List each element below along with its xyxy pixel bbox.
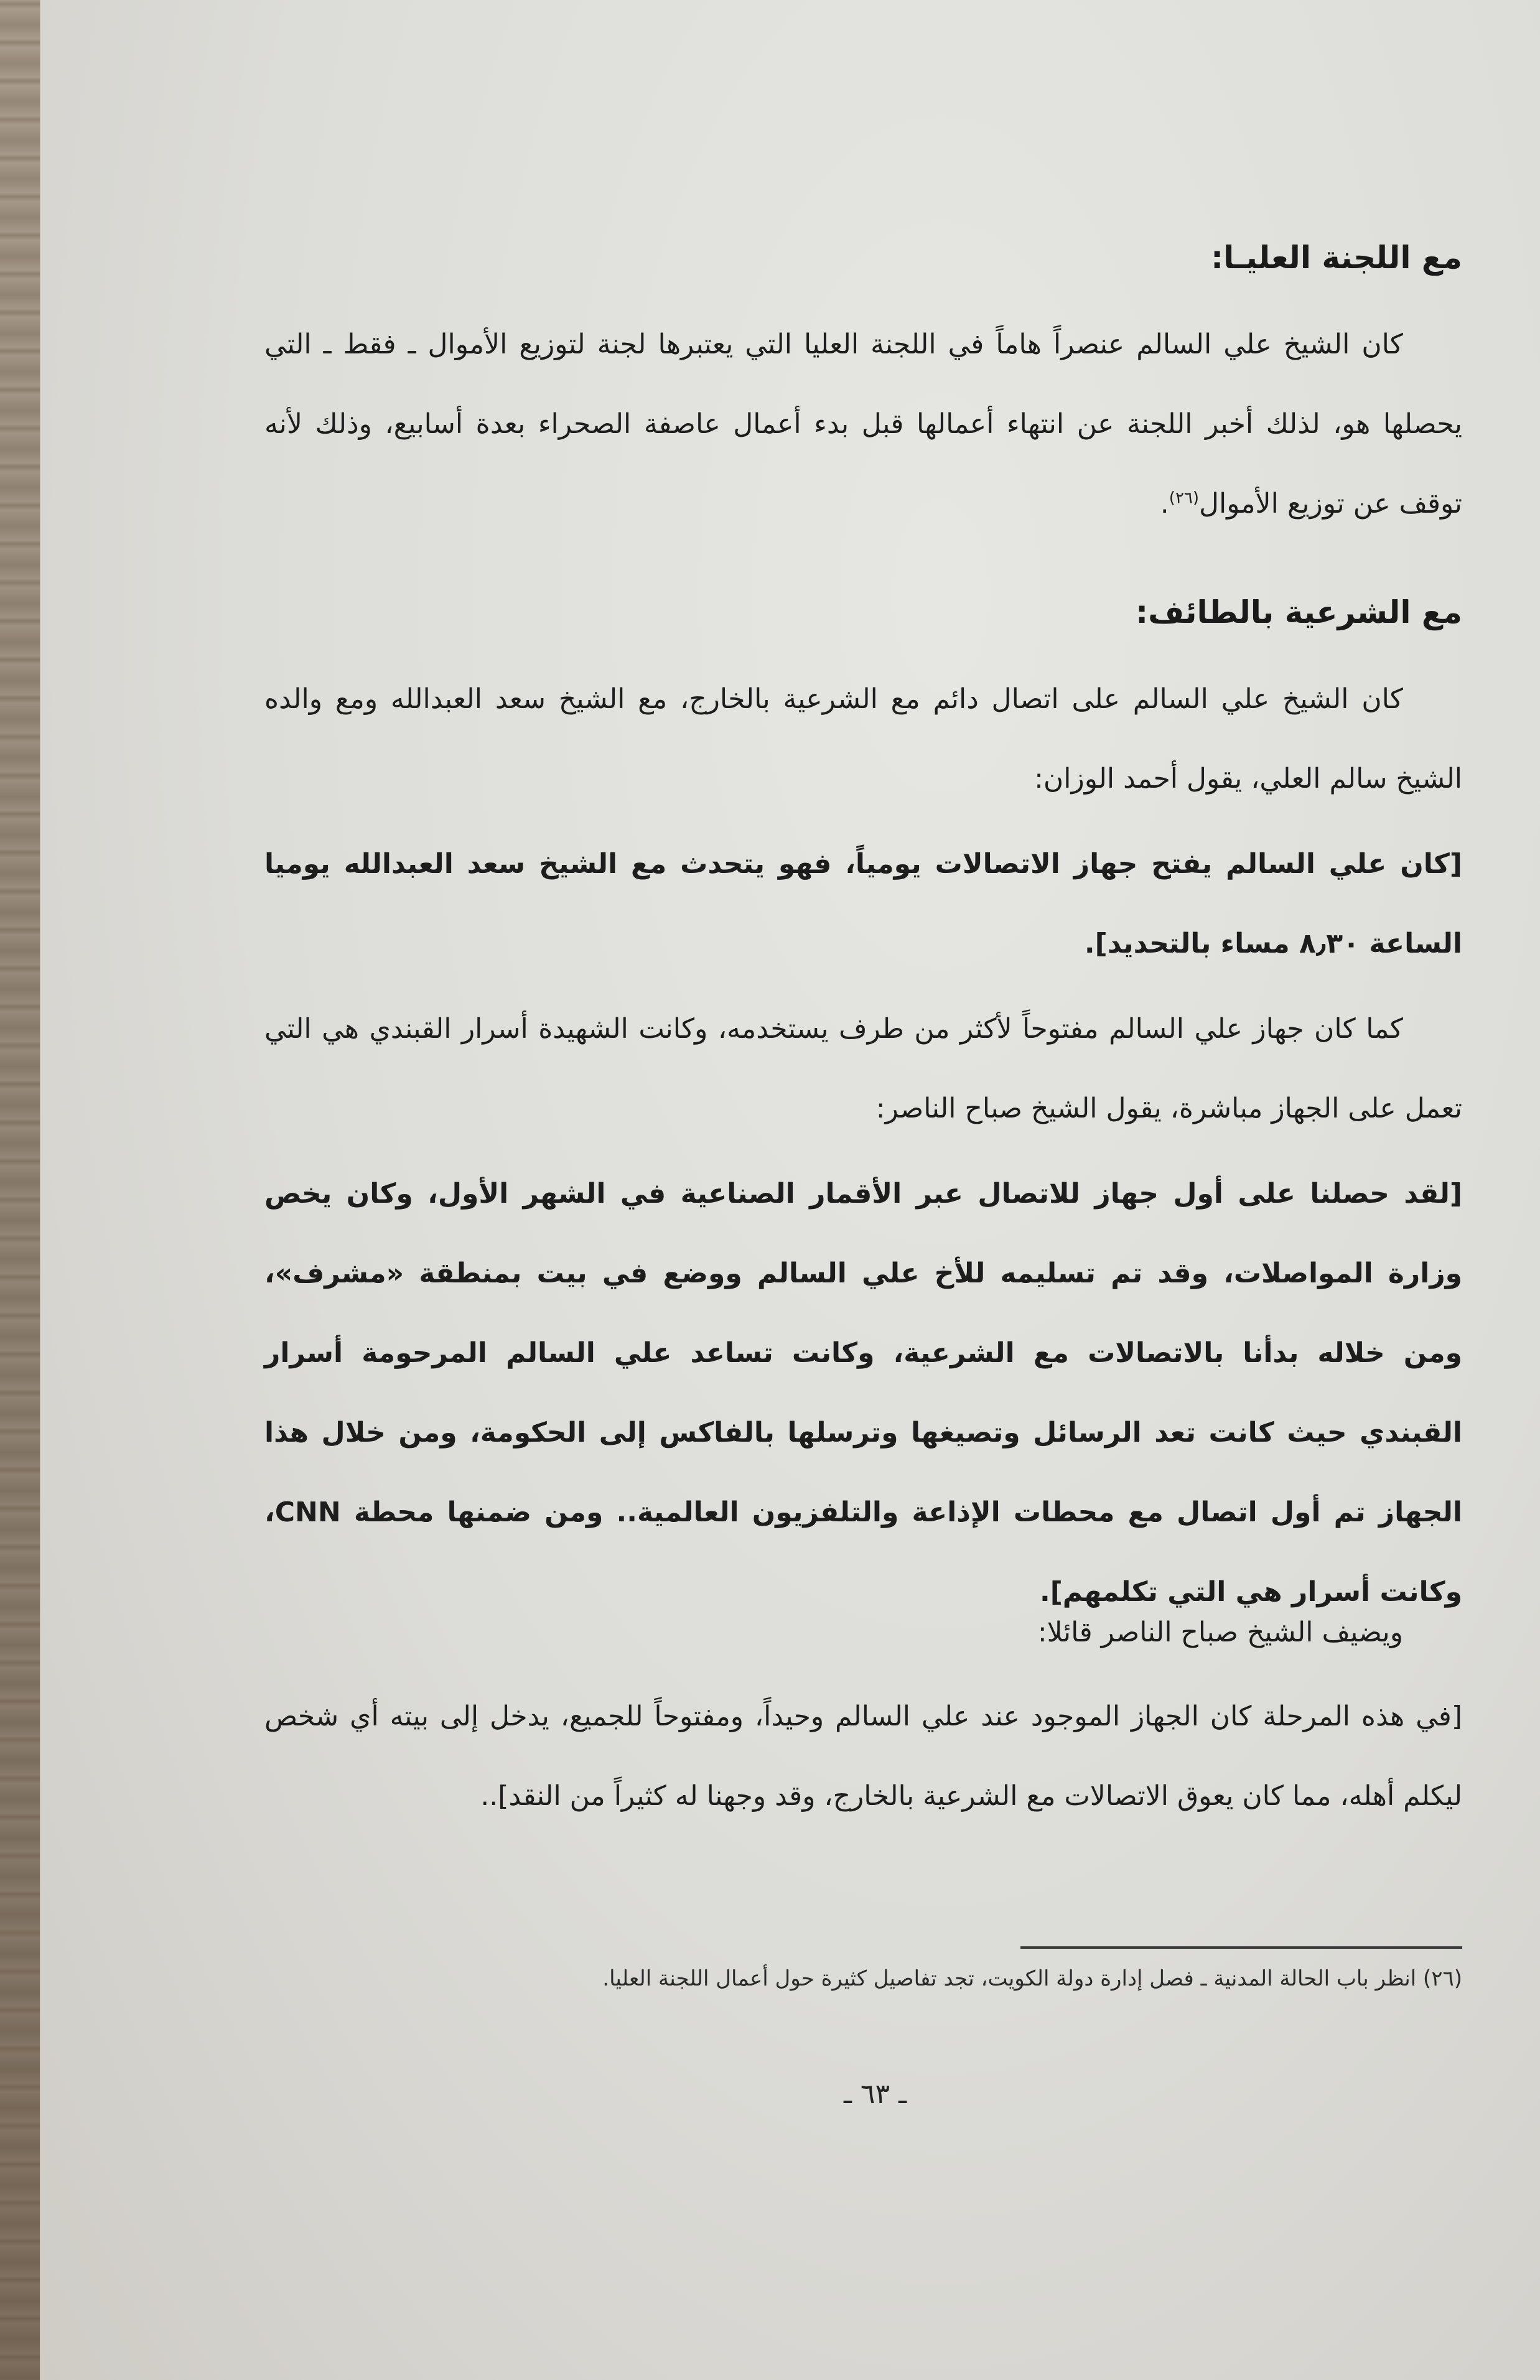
paragraph-supreme-committee xyxy=(264,305,1462,544)
footnote-26: (٢٦) انظر باب الحالة المدنية ـ فصل إدارة دولة الكويت، تجد تفاصيل كثيرة حول أعمال اللجنة العليا. xyxy=(602,1966,1462,1991)
book-page xyxy=(41,0,1540,2380)
quote-sabah-alnasser-1: [لقد حصلنا على أول جهاز للاتصال عبر الأقمار الصناعية في الشهر الأول، وكان يخص وزارة المواصلات، وقد تم تسليمه للأخ علي السالم ووضع في بيت بمنطقة «مشرف»، ومن خلاله بدأنا بالاتصالات مع الشرعية، وكانت تساعد علي السالم المرحومة أسرار القبندي حيث كانت تعد الرسائل وتصيغها وترسلها بالفاكس إلى الحكومة، ومن خلال هذا الجهاز تم أول اتصال مع محطات الإذاعة والتلفزيون العالمية.. ومن ضمنها محطة CNN، وكانت أسرار هي التي تكلمهم]. xyxy=(264,1178,1462,1608)
quote-alwazzan: [كان علي السالم يفتح جهاز الاتصالات يومياً، فهو يتحدث مع الشيخ سعد العبدالله يوميا الساعة ٨٫٣٠ مساء بالتحديد]. xyxy=(264,848,1462,959)
paragraph-constant-contact: كان الشيخ علي السالم على اتصال دائم مع الشرعية بالخارج، مع الشيخ سعد العبدالله ومع والده الشيخ سالم العلي، يقول أحمد الوزان: xyxy=(264,683,1462,795)
paragraph-sabah-adds: ويضيف الشيخ صباح الناصر قائلا: xyxy=(1037,1617,1403,1648)
section-heading-legitimacy-taif: مع الشرعية بالطائف: xyxy=(1136,594,1462,630)
paragraph-device-open: كما كان جهاز علي السالم مفتوحاً لأكثر من طرف يستخدمه، وكانت الشهيدة أسرار القبندي هي التي تعمل على الجهاز مباشرة، يقول الشيخ صباح الناصر: xyxy=(264,1013,1462,1124)
quote-sabah-alnasser-2: [في هذه المرحلة كان الجهاز الموجود عند علي السالم وحيداً، ومفتوحاً للجميع، يدخل إلى بيته أي شخص ليكلم أهله، مما كان يعوق الاتصالات مع الشرعية بالخارج، وقد وجهنا له كثيراً من النقد].. xyxy=(264,1701,1462,1812)
page-number: ـ ٦٣ ـ xyxy=(844,2078,907,2110)
paragraph-end-punct: . xyxy=(1160,488,1169,520)
paragraph-text: كان الشيخ علي السالم عنصراً هاماً في اللجنة العليا التي يعتبرها لجنة لتوزيع الأموال ـ فقط ـ التي يحصلها هو، لذلك أخبر اللجنة عن انتهاء أعمالها قبل بدء أعمال عاصفة الصحراء بعدة أسابيع، وذلك لأنه توقف عن توزيع الأموال xyxy=(264,329,1462,520)
footnote-reference[interactable]: (٢٦) xyxy=(1169,488,1200,508)
footnote-divider xyxy=(1020,1946,1462,1949)
section-heading-supreme-committee: مع اللجنة العليـا: xyxy=(1211,240,1462,276)
wooden-surface-edge xyxy=(0,0,41,2380)
